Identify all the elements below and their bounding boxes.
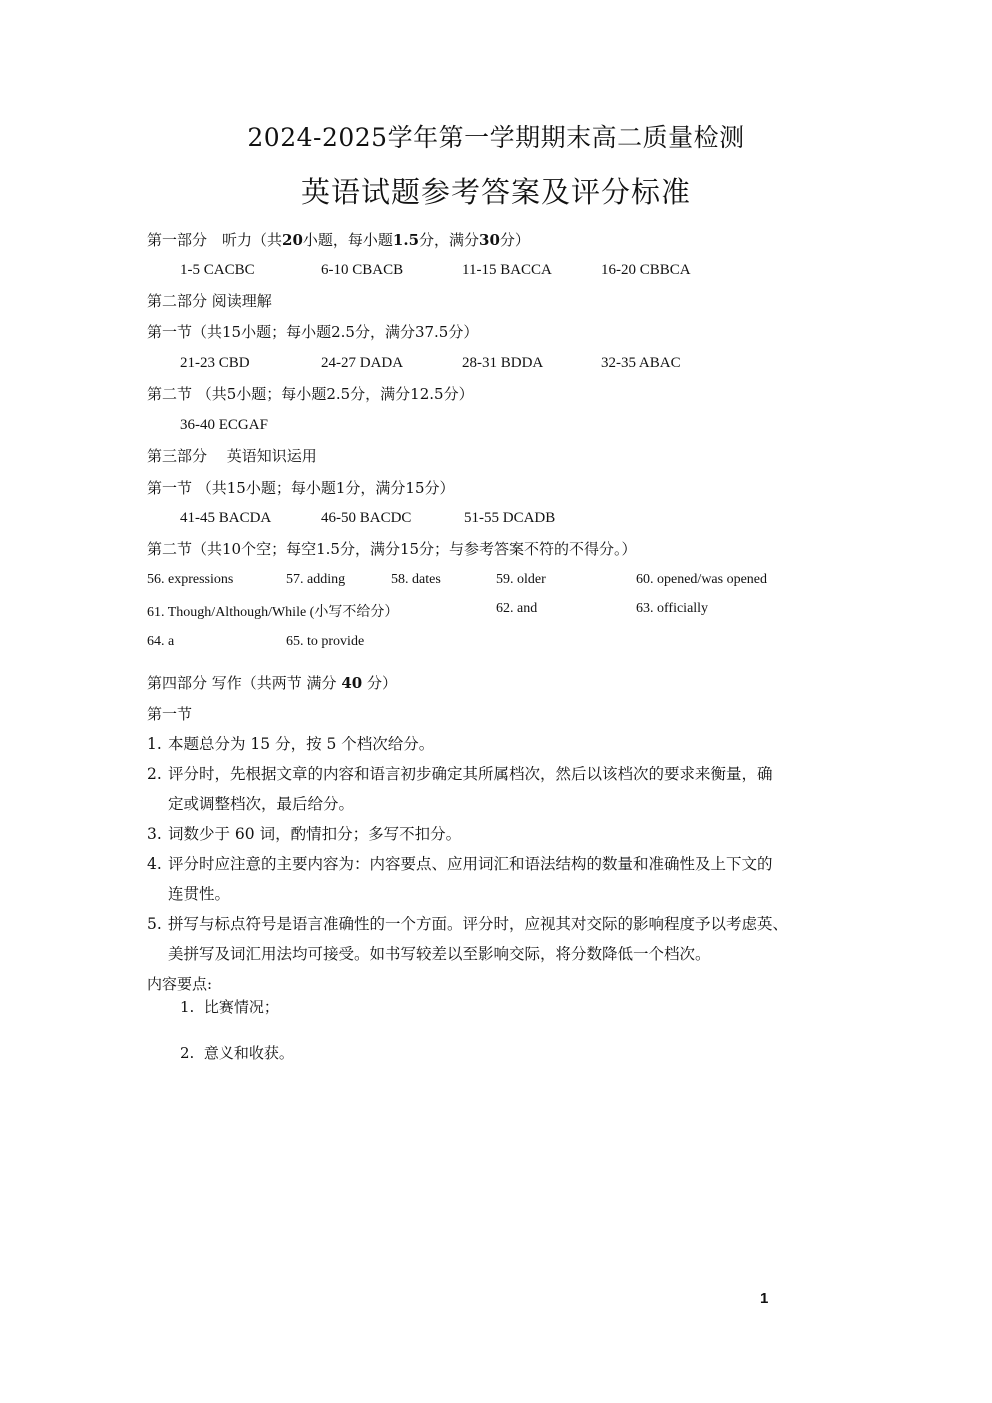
answer-group: 36-40 ECGAF [180, 417, 268, 433]
answer-group: 21-23 CBD [180, 355, 250, 371]
answer-group: 11-15 BACCA [462, 262, 552, 278]
content-points-heading: 内容要点: [147, 975, 213, 993]
page-number: 1 [760, 1290, 769, 1307]
answer-group: 1-5 CACBC [180, 262, 255, 278]
answer-group: 46-50 BACDC [321, 510, 412, 526]
rule-item: 1. 本题总分为 15 分，按 5 个档次给分。 [147, 735, 435, 753]
part2-section1-heading: 第一节（共15小题；每小题2.5分，满分37.5分） [147, 323, 479, 341]
part2-heading: 第二部分 阅读理解 [147, 292, 272, 310]
rule-item: 2. 评分时，先根据文章的内容和语言初步确定其所属档次，然后以该档次的要求来衡量，确 [147, 765, 773, 783]
answer-group: 41-45 BACDA [180, 510, 272, 526]
part3-heading: 第三部分 英语知识运用 [147, 447, 317, 465]
rule-item-continued: 定或调整档次，最后给分。 [168, 795, 355, 813]
part3-section2-heading: 第二节（共10个空；每空1.5分，满分15分；与参考答案不符的不得分。） [147, 540, 637, 558]
answer-group: 16-20 CBBCA [601, 262, 691, 278]
answer-group: 24-27 DADA [321, 355, 404, 371]
answer-item: 65. to provide [286, 634, 365, 649]
answer-item: 64. a [147, 634, 175, 649]
answer-item: 56. expressions [147, 572, 234, 587]
answer-item: 57. adding [286, 572, 346, 587]
part4-section1-heading: 第一节 [147, 705, 193, 723]
exam-title: 2024-2025学年第一学期期末高二质量检测 [247, 123, 745, 152]
answer-item: 60. opened/was opened [636, 572, 768, 587]
answer-item: 59. older [496, 572, 546, 587]
answer-item: 61. Though/Although/While (小写不给分） [147, 605, 399, 620]
answer-group: 51-55 DCADB [464, 510, 556, 526]
answer-group: 6-10 CBACB [321, 262, 404, 278]
answer-key-title: 英语试题参考答案及评分标准 [300, 175, 691, 209]
part3-section1-heading: 第一节 （共15小题；每小题1分，满分15分） [147, 479, 455, 497]
part1-heading: 第一部分 听力（共20小题，每小题1.5分，满分30分） [147, 231, 530, 249]
rule-item: 5. 拼写与标点符号是语言准确性的一个方面。评分时，应视其对交际的影响程度予以考虑英、 [147, 915, 789, 933]
part2-section2-heading: 第二节 （共5小题；每小题2.5分，满分12.5分） [147, 385, 474, 403]
answer-group: 28-31 BDDA [462, 355, 544, 371]
rule-item: 3. 词数少于 60 词，酌情扣分；多写不扣分。 [147, 825, 462, 843]
rule-item-continued: 连贯性。 [168, 885, 231, 903]
content-point: 2. 意义和收获。 [180, 1044, 294, 1062]
answer-item: 58. dates [391, 572, 441, 587]
answer-item: 62. and [496, 601, 538, 616]
part4-heading: 第四部分 写作（共两节 满分 40 分） [147, 674, 397, 692]
rule-item: 4. 评分时应注意的主要内容为：内容要点、应用词汇和语法结构的数量和准确性及上下文的 [147, 855, 773, 873]
rule-item-continued: 美拼写及词汇用法均可接受。如书写较差以至影响交际，将分数降低一个档次。 [168, 945, 711, 963]
answer-item: 63. officially [636, 601, 709, 616]
answer-group: 32-35 ABAC [601, 355, 681, 371]
grading-rules [147, 729, 847, 969]
content-point: 1. 比赛情况； [180, 998, 279, 1016]
